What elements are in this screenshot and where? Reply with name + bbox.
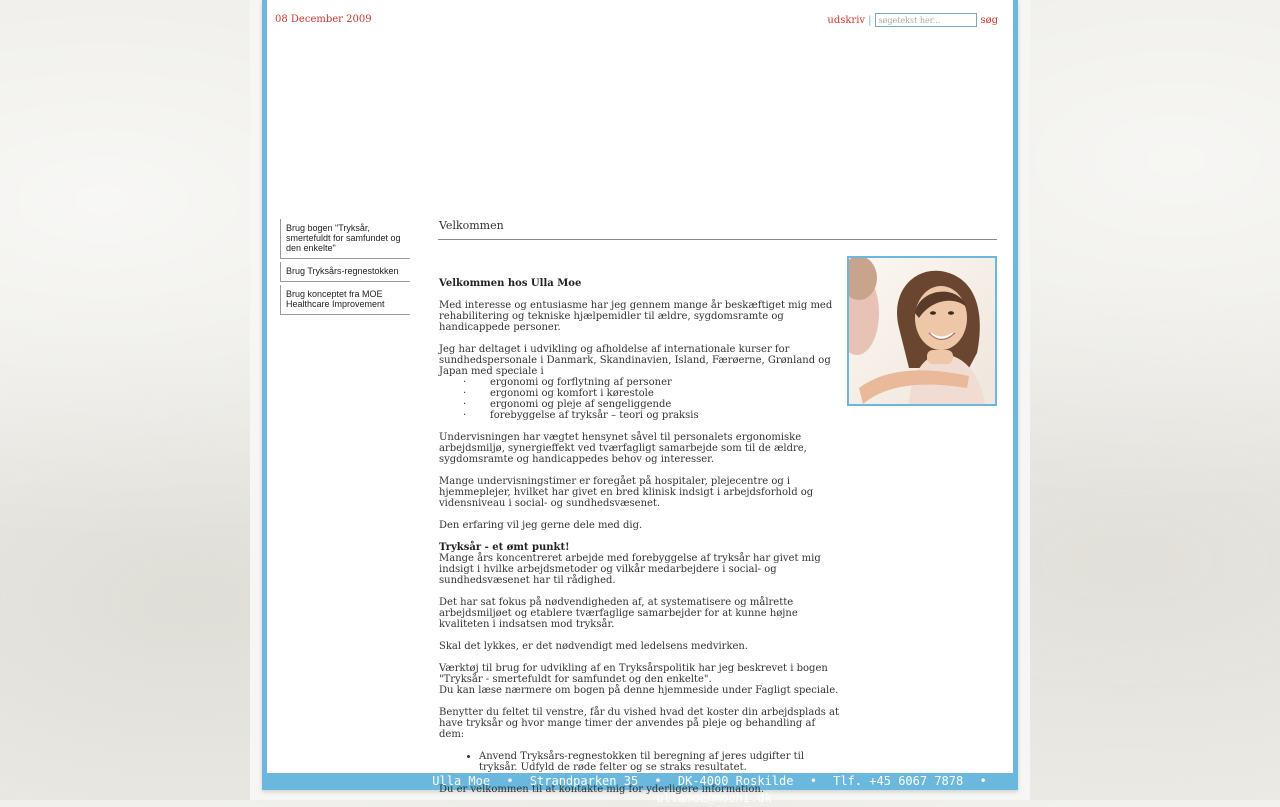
page-frame — [262, 0, 1018, 805]
print-link[interactable]: udskriv — [827, 14, 866, 26]
search-button[interactable]: søg — [980, 14, 998, 26]
footer-city: DK-4000 Roskilde — [677, 774, 794, 788]
header-tools — [827, 13, 998, 27]
list-item: · ergonomi og komfort i kørestole — [463, 388, 654, 399]
paragraph-hours: Mange undervisningstimer er foregået på hospitaler, plejecentre og i hjemmeplejer, hvilket har givet en bred klinisk indsigt i arbejdsforhold og vidensniveau i social- og sundhedsvæsenet. — [439, 476, 814, 509]
calculator-list — [439, 751, 841, 773]
footer-bar — [262, 773, 1018, 805]
footer-bullet: • — [506, 774, 514, 788]
paragraph-tool: Værktøj til brug for udvikling af en Tryksårspolitik har jeg beskrevet i bogen "Tryksår - smertefuldt for samfundet og den enkelte". — [439, 663, 828, 685]
search-input[interactable] — [875, 13, 977, 27]
paragraph-management: Skal det lykkes, er det nødvendigt med ledelsens medvirken. — [439, 641, 749, 652]
paragraph-sidebar-hint: Benytter du feltet til venstre, får du vished hvad det koster din arbejdsplads at have tryksår og hvor mange timer der anvendes på pleje og behandling af dem: — [439, 707, 840, 740]
main-header — [438, 220, 998, 240]
sidebar-nav — [280, 219, 410, 318]
paragraph-courses: Jeg har deltaget i udvikling og afholdelse af internationale kurser for sundhedspersonale i Danmark, Skandinavien, Island, Færøerne, Grønland og Japan med speciale i — [439, 344, 831, 377]
paragraph-teaching: Undervisningen har vægtet hensynet såvel til personalets ergonomiske arbejdsmiljø, synergieffekt ved tværfagligt samarbejde som til de ældre, sygdomsramte og handicappedes behov og interesser. — [439, 432, 807, 465]
footer-address: Strandparken 35 — [529, 774, 639, 788]
paragraph-focus: Det har sat fokus på nødvendigheden af, at systematisere og målrette arbejdsmiljøet og etablere tværfaglige samarbejder for at kunne højne kvaliteten i indsatsen mod tryksår. — [439, 597, 798, 630]
current-date: 08 December 2009 — [275, 14, 372, 25]
footer-name: Ulla Moe — [432, 774, 491, 788]
paragraph-read-more: Du kan læse nærmere om bogen på denne hjemmeside under Fagligt speciale. — [439, 685, 839, 696]
paragraph-contact: Du er velkommen til at kontakte mig for yderligere information. — [439, 784, 765, 795]
footer-bullet: • — [654, 774, 662, 788]
sidebar-item-calculator[interactable]: Brug Tryksårs-regnestokken — [280, 262, 410, 282]
sidebar-item-book[interactable]: Brug bogen "Tryksår, smertefuldt for samfundet og den enkelte" — [280, 219, 410, 259]
breadcrumb: Velkommen — [439, 219, 504, 232]
list-item: • Anvend Tryksårs-regnestokken til beregning af jeres udgifter til tryksår. Udfyld de røde felter og se straks resultatet. — [479, 751, 841, 773]
list-item: · forebyggelse af tryksår – teori og praksis — [463, 410, 699, 421]
divider — [438, 239, 997, 240]
paragraph-experience: Mange års koncentreret arbejde med forebyggelse af tryksår har givet mig indsigt i hvilke arbejdsmetoder og vilkår medarbejdere i social- og sundhedsvæsenet har til rådighed. — [439, 553, 821, 586]
footer-phone: Tlf. +45 6067 7878 — [833, 774, 964, 788]
list-item: · ergonomi og forflytning af personer — [463, 377, 672, 388]
article-content — [439, 278, 841, 806]
paragraph-share: Den erfaring vil jeg gerne dele med dig. — [439, 520, 643, 531]
footer-bullet: • — [979, 774, 987, 788]
paragraph-intro: Med interesse og entusiasme har jeg gennem mange år beskæftiget mig med rehabilitering og tekniske hjælpemidler til ældre, sygdomsramte og handicappede personer. — [439, 300, 833, 333]
footer-bullet: • — [809, 774, 817, 788]
separator: | — [868, 14, 872, 26]
welcome-heading: Velkommen hos Ulla Moe — [439, 278, 582, 289]
sidebar-item-concept[interactable]: Brug konceptet fra MOE Healthcare Improvement — [280, 285, 410, 315]
portrait-photo — [847, 256, 997, 406]
portrait-illustration — [849, 258, 995, 404]
page — [250, 0, 1030, 805]
list-item: · ergonomi og pleje af sengeliggende — [463, 399, 672, 410]
footer-email[interactable]: ullamoe@moehi.dk — [656, 791, 772, 805]
pressure-ulcer-heading: Tryksår - et ømt punkt! — [439, 542, 570, 553]
course-list — [439, 377, 841, 421]
